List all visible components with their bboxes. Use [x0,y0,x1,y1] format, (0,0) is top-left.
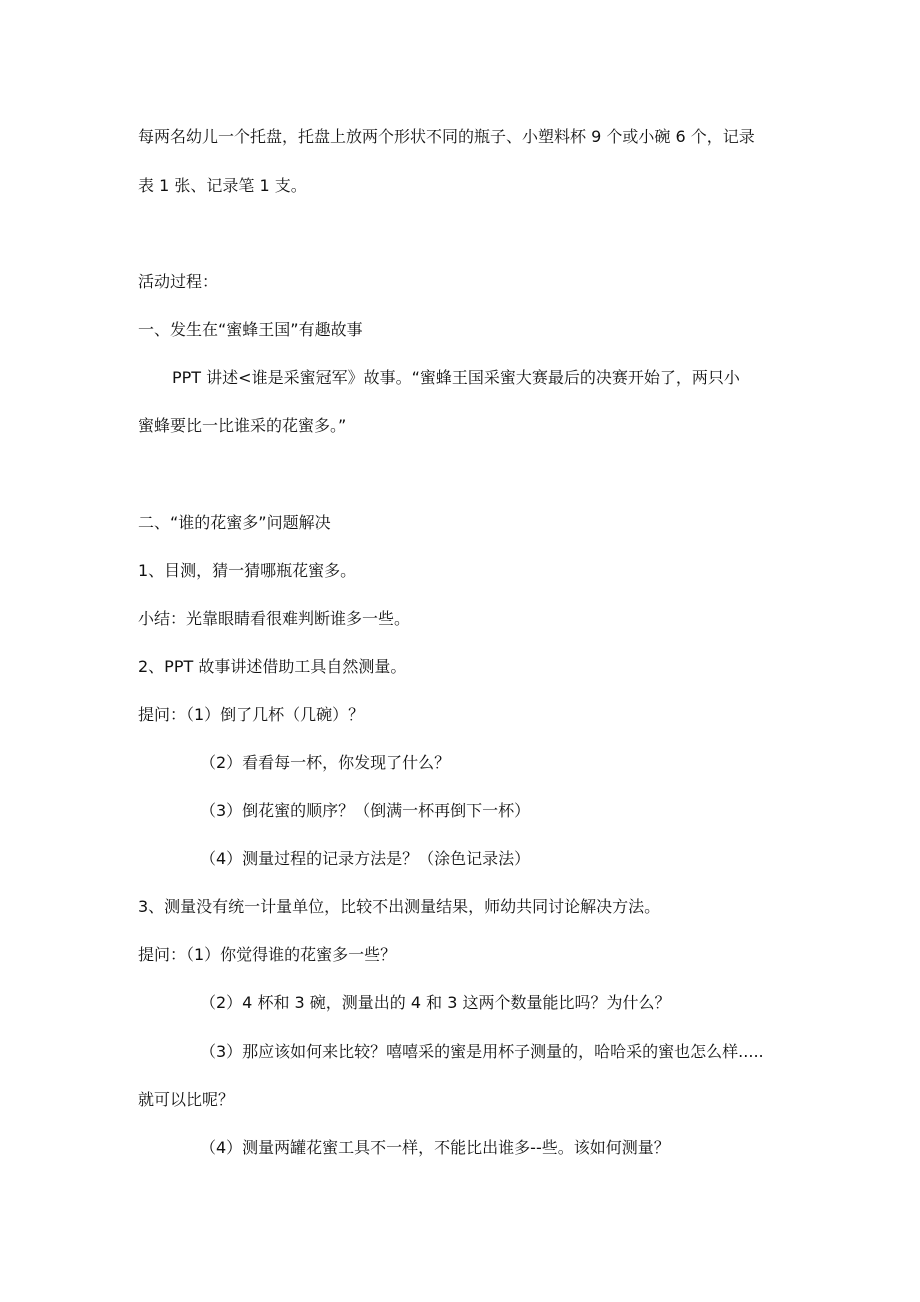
materials-line-2: 表 1 张、记录笔 1 支。 [138,176,307,195]
process-heading: 活动过程： [138,272,219,291]
question-a-3: （3）倒花蜜的顺序？（倒满一杯再倒下一杯） [200,801,531,820]
question-b-3-line-2: 就可以比呢？ [138,1090,235,1109]
item-1: 1、目测，猜一猜哪瓶花蜜多。 [138,561,357,580]
item-2: 2、PPT 故事讲述借助工具自然测量。 [138,657,407,676]
section-1-paragraph-line-2: 蜜蜂要比一比谁采的花蜜多。” [138,416,347,435]
section-1-paragraph-line-1: PPT 讲述<谁是采蜜冠军》故事。“蜜蜂王国采蜜大赛最后的决赛开始了，两只小 [172,368,740,387]
item-3: 3、测量没有统一计量单位，比较不出测量结果，师幼共同讨论解决方法。 [138,897,661,916]
question-b-1: 提问：（1）你觉得谁的花蜜多一些？ [138,945,397,964]
question-b-2: （2）4 杯和 3 碗，测量出的 4 和 3 这两个数量能比吗？为什么？ [200,993,671,1012]
summary: 小结：光靠眼睛看很难判断谁多一些。 [138,609,411,628]
question-a-4: （4）测量过程的记录方法是？（涂色记录法） [200,849,531,868]
question-a-1: 提问：（1）倒了几杯（几碗）？ [138,705,365,724]
question-b-4: （4）测量两罐花蜜工具不一样，不能比出谁多--些。该如何测量？ [200,1138,670,1157]
question-a-2: （2）看看每一杯，你发现了什么？ [200,753,451,772]
section-2-title: 二、“谁的花蜜多”问题解决 [138,513,331,532]
question-b-3-line-1: （3）那应该如何来比较？嘻嘻采的蜜是用杯子测量的，哈哈采的蜜也怎么样..... [200,1042,764,1061]
section-1-title: 一、发生在“蜜蜂王国”有趣故事 [138,320,363,339]
materials-line-1: 每两名幼儿一个托盘，托盘上放两个形状不同的瓶子、小塑料杯 9 个或小碗 6 个，记录 [138,127,755,146]
